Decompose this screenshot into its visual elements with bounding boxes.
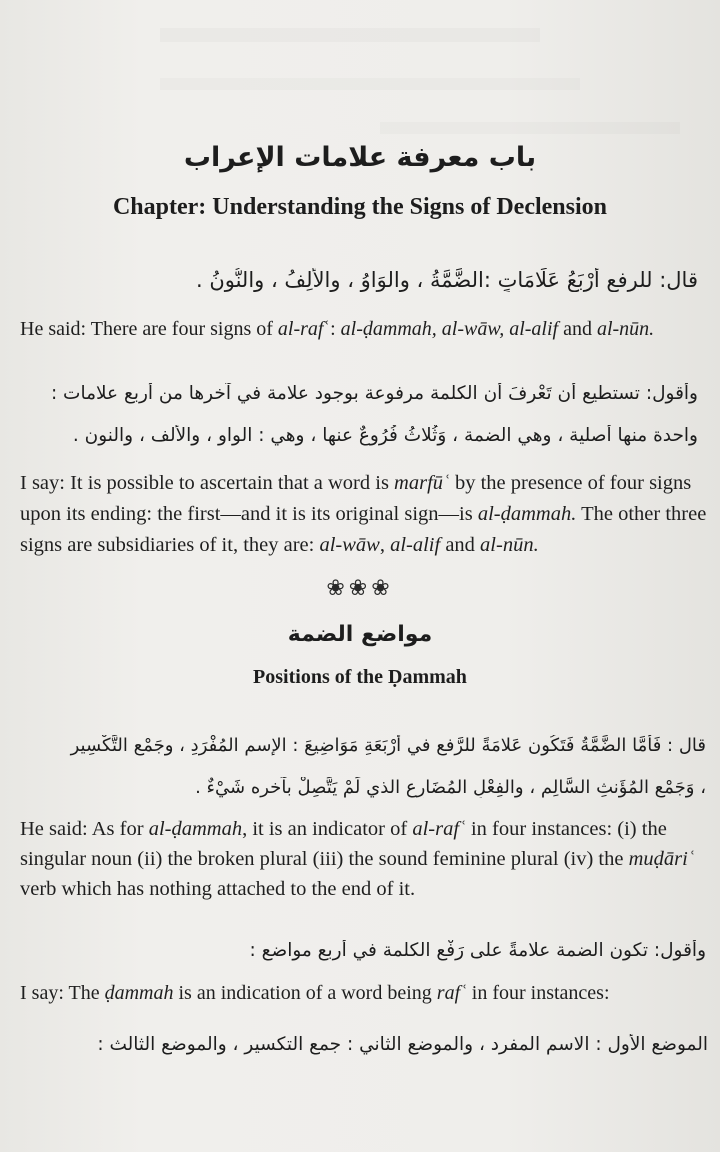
section-divider-ornament: ❀❀❀	[326, 576, 394, 601]
section-heading-arabic: مواضع الضمة	[287, 622, 433, 647]
section-heading-english: Positions of the Ḍammah	[253, 666, 467, 688]
bleed-through	[160, 28, 540, 42]
paragraph-5-arabic: الموضع الأول : الاسم المفرد ، والموضع الثاني : جمع التكسير ، والموضع الثالث :	[97, 1034, 708, 1055]
paragraph-2-arabic-line-1: وأقول: تستطيع أن تَعْرِفَ أن الكلمة مرفوعة بوجود علامة في آخرها من أربع علامات :	[50, 383, 698, 404]
paragraph-3-arabic-line-1: قال : فَأَمَّا الضَّمَّةُ فَتَكُون عَلامَةً للرَّفع في أَرْبَعَةِ مَوَاضِيعَ : الإسمِ المُفْرَدِ ، وجَمْعِ التَّكْسِيرِ	[70, 735, 706, 756]
paragraph-3-arabic-line-2: ، وَجَمْعِ المُؤَنثِ السَّالِمِ ، والفِعْلِ المُضَارِعِ الذي لَمْ يَتَّصِلْ بآخره شَيْءٌ .	[195, 777, 706, 798]
paragraph-4-english: I say: The ḍammah is an indication of a word being rafʿ in four instances:	[20, 982, 610, 1004]
paragraph-2-english: I say: It is possible to ascertain that a word is marfūʿ by the presence of four signs upon its ending: the first—and it is its original sign—is al-ḍammah. The other three signs are subsidiaries of it, they are: al-wāw, al-alif and al-nūn.	[20, 472, 707, 556]
paragraph-1-arabic: قال: للرفع أَرْبَعُ عَلَامَاتٍ :الضَّمَّةُ ، والوَاوُ ، والألِفُ ، والنُّونُ .	[195, 268, 698, 292]
paragraph-2-arabic-line-2: واحدة منها أصلية ، وهي الضمة ، وَثُلاثُ فُرُوعٌ عنها ، وهي : الواو ، والألف ، والنون .	[72, 425, 698, 446]
paragraph-4-arabic: وأقول: تكون الضمة علامةً على رَفْعِ الكلمة في أربع مواضع :	[249, 940, 706, 961]
chapter-heading-english: Chapter: Understanding the Signs of Declension	[112, 194, 608, 220]
paragraph-3-english: He said: As for al-ḍammah, it is an indicator of al-rafʿ in four instances: (i) the singular noun (ii) the broken plural (iii) the sound feminine plural (iv) the muḍāriʿ verb which has nothing attached to the end of it.	[20, 818, 695, 900]
bleed-through	[160, 78, 580, 90]
paragraph-1-english: He said: There are four signs of al-rafʿ: al-ḍammah, al-wāw, al-alif and al-nūn.	[20, 318, 655, 340]
chapter-heading-arabic: باب معرفة علامات الإعراب	[183, 142, 537, 173]
bleed-through	[380, 122, 680, 134]
